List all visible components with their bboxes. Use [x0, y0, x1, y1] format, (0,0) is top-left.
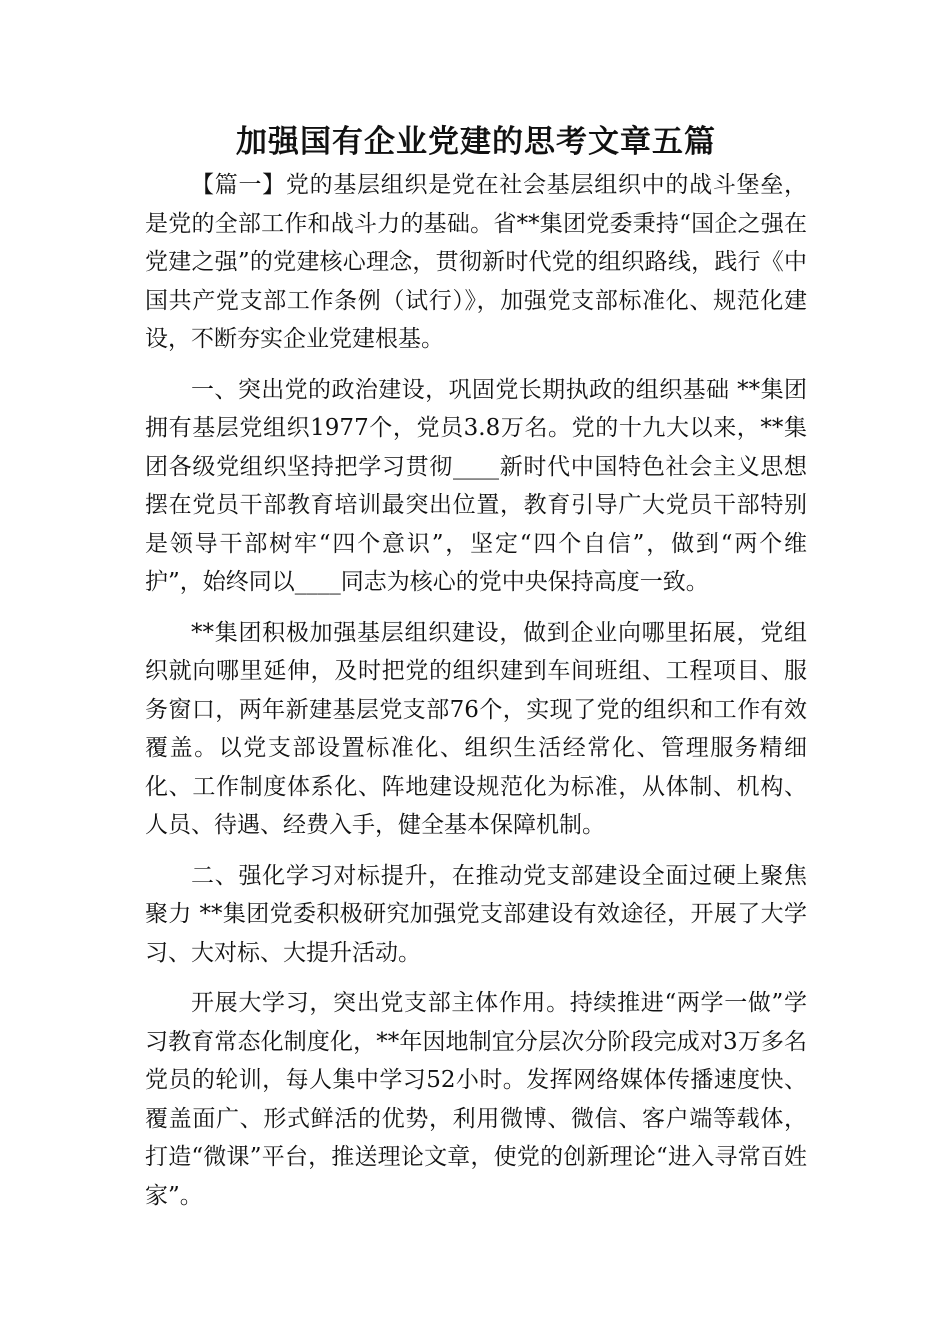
paragraph-1: 【篇一】党的基层组织是党在社会基层组织中的战斗堡垒，是党的全部工作和战斗力的基础。省**集团党委秉持“国企之强在党建之强”的党建核心理念，贯彻新时代党的组织路线，践行《中国共产党支部工作条例（试行）》，加强党支部标准化、规范化建设，不断夯实企业党建根基。: [145, 172, 807, 352]
paragraph-3: **集团积极加强基层组织建设，做到企业向哪里拓展，党组织就向哪里延伸，及时把党的组织建到车间班组、工程项目、服务窗口，两年新建基层党支部76个，实现了党的组织和工作有效覆盖。以党支部设置标准化、组织生活经常化、管理服务精细化、工作制度体系化、阵地建设规范化为标准，从体制、机构、人员、待遇、经费入手，健全基本保障机制。: [145, 619, 807, 838]
paragraph-5: 开展大学习，突出党支部主体作用。持续推进“两学一做”学习教育常态化制度化，**年因地制宜分层次分阶段完成对3万多名党员的轮训，每人集中学习52小时。发挥网络媒体传播速度快、覆盖面广、形式鲜活的优势，利用微博、微信、客户端等载体，打造“微课”平台，推送理论文章，使党的创新理论“进入寻常百姓家”。: [145, 990, 807, 1209]
paragraph-4: 二、强化学习对标提升，在推动党支部建设全面过硬上聚焦聚力 **集团党委积极研究加强党支部建设有效途径，开展了大学习、大对标、大提升活动。: [145, 862, 807, 966]
paragraph-2: 一、突出党的政治建设，巩固党长期执政的组织基础 **集团拥有基层党组织1977个，党员3.8万名。党的十九大以来，**集团各级党组织坚持把学习贯彻____新时代中国特色社会主义思想摆在党员干部教育培训最突出位置，教育引导广大党员干部特别是领导干部树牢“四个意识”，坚定“四个自信”，做到“两个维护”，始终同以____同志为核心的党中央保持高度一致。: [145, 376, 807, 595]
document-title: 加强国有企业党建的思考文章五篇: [236, 124, 716, 160]
document-page: [145, 118, 807, 1227]
